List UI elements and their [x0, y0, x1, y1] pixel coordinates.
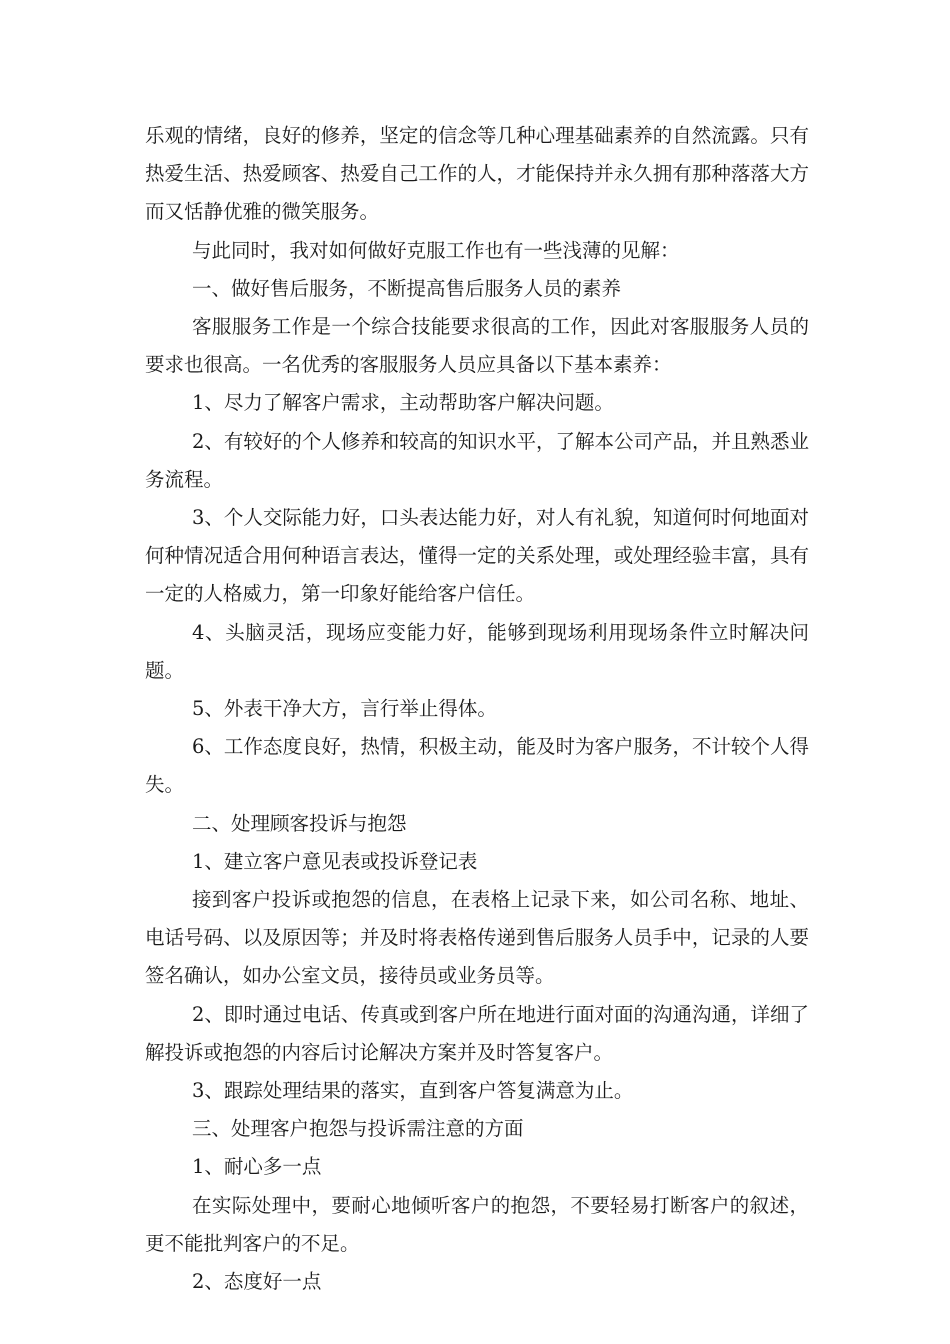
list-item: 5、外表干净大方，言行举止得体。	[192, 697, 497, 721]
list-item: 4、头脑灵活，现场应变能力好，能够到现场利用现场条件立时解决问题。	[145, 620, 809, 682]
paragraph: 与此同时，我对如何做好克服工作也有一些浅薄的见解：	[192, 238, 680, 262]
list-item: 6、工作态度良好，热情，积极主动，能及时为客户服务，不计较个人得失。	[145, 735, 809, 797]
list-item: 1、建立客户意见表或投诉登记表	[192, 849, 478, 873]
list-item: 2、即时通过电话、传真或到客户所在地进行面对面的沟通沟通，详细了解投诉或抱怨的内容后讨论解决方案并及时答复客户。	[145, 1002, 809, 1064]
list-item: 1、耐心多一点	[192, 1155, 322, 1179]
section-heading: 三、处理客户抱怨与投诉需注意的方面	[192, 1117, 524, 1141]
document-body	[145, 117, 809, 1301]
list-item: 3、跟踪处理结果的落实，直到客户答复满意为止。	[192, 1079, 634, 1103]
paragraph: 客服服务工作是一个综合技能要求很高的工作，因此对客服服务人员的要求也很高。一名优秀的客服服务人员应具备以下基本素养：	[145, 315, 809, 377]
section-heading: 二、处理顾客投诉与抱怨	[192, 811, 407, 835]
list-item: 2、态度好一点	[192, 1270, 322, 1294]
list-item: 2、有较好的个人修养和较高的知识水平，了解本公司产品，并且熟悉业务流程。	[145, 429, 809, 491]
list-item: 1、尽力了解客户需求，主动帮助客户解决问题。	[192, 391, 614, 415]
paragraph: 乐观的情绪，良好的修养，坚定的信念等几种心理基础素养的自然流露。只有热爱生活、热爱顾客、热爱自己工作的人，才能保持并永久拥有那种落落大方而又恬静优雅的微笑服务。	[145, 124, 809, 224]
paragraph: 接到客户投诉或抱怨的信息，在表格上记录下来，如公司名称、地址、电话号码、以及原因等；并及时将表格传递到售后服务人员手中，记录的人要签名确认，如办公室文员，接待员或业务员等。	[145, 888, 809, 988]
list-item: 3、个人交际能力好，口头表达能力好，对人有礼貌，知道何时何地面对何种情况适合用何种语言表达，懂得一定的关系处理，或处理经验丰富，具有一定的人格威力，第一印象好能给客户信任。	[145, 506, 809, 606]
section-heading: 一、做好售后服务，不断提高售后服务人员的素养	[192, 276, 622, 300]
paragraph: 在实际处理中，要耐心地倾听客户的抱怨，不要轻易打断客户的叙述，更不能批判客户的不足。	[145, 1193, 809, 1255]
